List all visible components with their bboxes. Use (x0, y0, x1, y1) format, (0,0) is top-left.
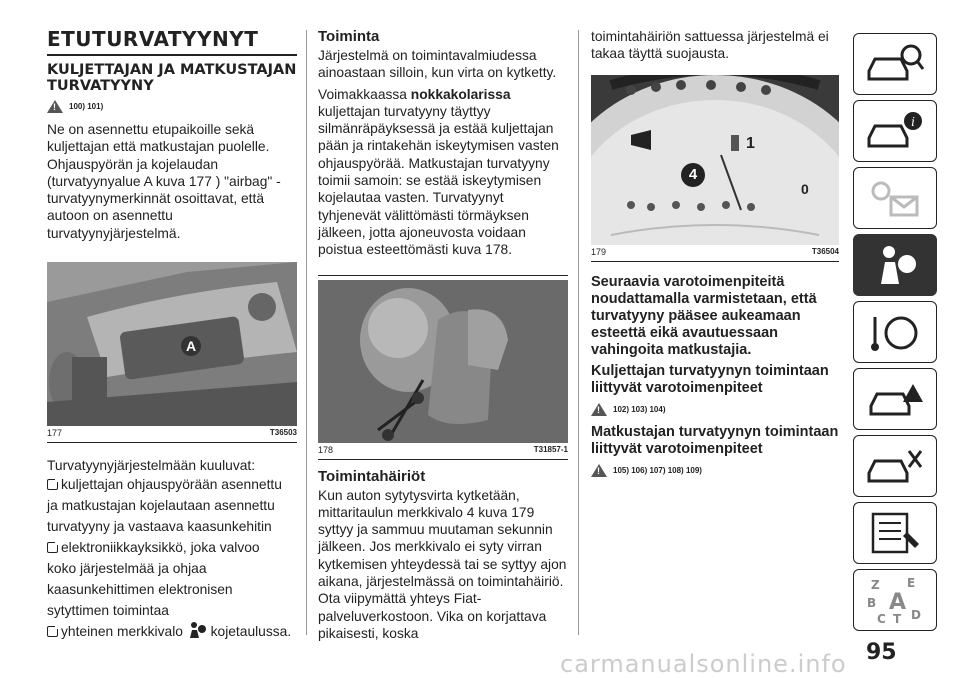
warning-icon (591, 403, 607, 416)
nav-tab-car-info[interactable] (853, 100, 937, 162)
alphabet-index-icon (863, 575, 927, 625)
svg-text:A: A (889, 590, 907, 615)
warning-icon (47, 100, 63, 113)
figure-number: 177 (47, 428, 63, 439)
column-2 (318, 28, 568, 642)
svg-text:Z: Z (871, 578, 880, 592)
car-warning-icon (863, 376, 927, 422)
car-info-icon (863, 108, 927, 154)
steering-key-icon (863, 309, 927, 355)
figure-code: T31857-1 (533, 444, 568, 454)
gauge-number-0: 0 (801, 180, 809, 197)
nav-tab-light-mail[interactable] (853, 167, 937, 229)
airbag-deploy-illustration (318, 280, 568, 443)
gauge-number-1: 1 (746, 134, 755, 152)
callout-4-label: 4 (681, 163, 705, 187)
column-divider (578, 30, 579, 635)
warning-refs (591, 464, 839, 477)
heading-driver-airbag: Kuljettajan turvatyynyn toimintaan liittyvät varotoimenpiteet (591, 362, 829, 396)
svg-text:B: B (867, 596, 877, 610)
warning-refs (47, 100, 297, 113)
heading-passenger-airbag: Matkustajan turvatyynyn toimintaan liittyvät varotoimenpiteet (591, 423, 839, 457)
svg-text:D: D (911, 608, 921, 622)
nav-tab-alphabet-index[interactable] (853, 569, 937, 631)
intro-paragraph: Ne on asennettu etupaikoille sekä kuljettajan että matkustajan puolelle. Ohjauspyörän ja kojelaudan (turvatyynyalue A kuva 177 ) "airbag" -turvatyynymerkinnät osoittavat, että autoon on asennettu turvatyynyjärjestelmä. (47, 122, 281, 241)
instrument-cluster-photo (591, 75, 839, 245)
paragraph: Kun auton sytytysvirta kytketään, mittaritaulun merkkivalo 4 kuva 179 syttyy ja sammuu muutaman sekunnin jälkeen. Jos merkkivalo ei syty virran kytkemisen yhteydessä tai se syttyy ajon aikana, järjestelmässä on toimintahäiriö. Ota viipymättä yhteys Fiat-palveluverkostoon. Vika on korjattava pikaisesti, koska (318, 487, 567, 641)
subsection-title: KULJETTAJAN JA MATKUSTAJAN TURVATYYNY (47, 62, 297, 94)
checkbox-bullet-icon (47, 479, 58, 490)
checkbox-bullet-icon (47, 626, 58, 637)
dashboard-photo (47, 262, 297, 426)
svg-text:E: E (907, 576, 916, 590)
list-item: elektroniikkayksikkö, joka valvoo koko järjestelmää ja ohjaa kaasunkehittimen elektronisen sytyttimen toimintaa (47, 540, 260, 619)
svg-text:C: C (877, 612, 886, 625)
warning-refs-text: 105) 106) 107) 108) 109) (613, 465, 702, 475)
airbag-warning-icon (187, 621, 207, 639)
warning-refs (591, 403, 839, 416)
list-item: yhteinen merkkivalo kojetaulussa. (47, 621, 297, 642)
airbag-person-icon (863, 242, 927, 288)
nav-tab-airbag-active[interactable] (853, 234, 937, 296)
column-divider (306, 30, 307, 635)
figure-179 (591, 75, 839, 245)
section-title: ETUTURVATYYNYT (47, 28, 297, 56)
figure-caption (47, 426, 297, 443)
figure-code: T36503 (269, 428, 297, 438)
figure-178 (318, 280, 568, 443)
svg-text:T: T (893, 612, 902, 625)
column-3 (591, 28, 839, 485)
warning-icon (591, 464, 607, 477)
paragraph: Järjestelmä on toimintavalmiudessa ainoastaan silloin, kun virta on kytketty. (318, 48, 557, 81)
figure-177 (47, 262, 297, 426)
figure-number: 178 (318, 444, 334, 455)
nav-tab-car-search[interactable] (853, 33, 937, 95)
nav-tab-document-list[interactable] (853, 502, 937, 564)
area-a-label: A (181, 336, 201, 356)
document-list-icon (863, 510, 927, 556)
nav-tab-steering-key[interactable] (853, 301, 937, 363)
car-tools-icon (863, 443, 927, 489)
checkbox-bullet-icon (47, 542, 58, 553)
nav-tab-car-warning[interactable] (853, 368, 937, 430)
warning-refs-text: 100) 101) (69, 102, 104, 111)
figure-caption (591, 245, 839, 262)
paragraph: Voimakkaassa nokkakolarissa kuljettajan turvatyyny täyttyy silmänräpäyksessä ja estää kuljettajan pään ja rintakehän iskeytymisen vasten ohjauspyörää. Matkustajan turvatyyny toimii samoin: se estää iskeytymisen kojelautaa vasten. Turvatyynyt tyhjenevät välittömästi törmäyksen jälkeen, jotta ajoneuvosta voidaan poistua esteettömästi kuva 178. (318, 86, 559, 258)
column-1 (47, 28, 297, 642)
figure-number: 179 (591, 246, 607, 257)
figure-code: T36504 (811, 246, 839, 256)
list-item: kuljettajan ohjauspyörään asennettu ja matkustajan kojelautaan asennettu turvatyyny ja vastaava kaasunkehitin (47, 477, 282, 535)
svg-text:i: i (911, 115, 915, 129)
list-intro: Turvatyynyjärjestelmään kuuluvat: (47, 458, 256, 474)
page-number: 95 (866, 640, 897, 665)
car-search-icon (863, 41, 927, 87)
figure-divider (318, 275, 568, 276)
heading-toimintahairiot: Toimintahäiriöt (318, 467, 426, 485)
heading-toiminta: Toiminta (318, 28, 380, 45)
nav-tab-car-tools[interactable] (853, 435, 937, 497)
heading-precautions: Seuraavia varotoimenpiteitä noudattamalla varmistetaan, että turvatyyny pääsee aukeamaan esteettä eikä avautuessaan vahingoita matkustajia. (591, 273, 817, 358)
paragraph: toimintahäiriön sattuessa järjestelmä ei takaa täyttä suojausta. (591, 29, 829, 62)
light-mail-icon (863, 175, 927, 221)
watermark: carmanualsonline.info (560, 650, 847, 678)
figure-caption (318, 443, 568, 460)
warning-refs-text: 102) 103) 104) (613, 404, 666, 414)
